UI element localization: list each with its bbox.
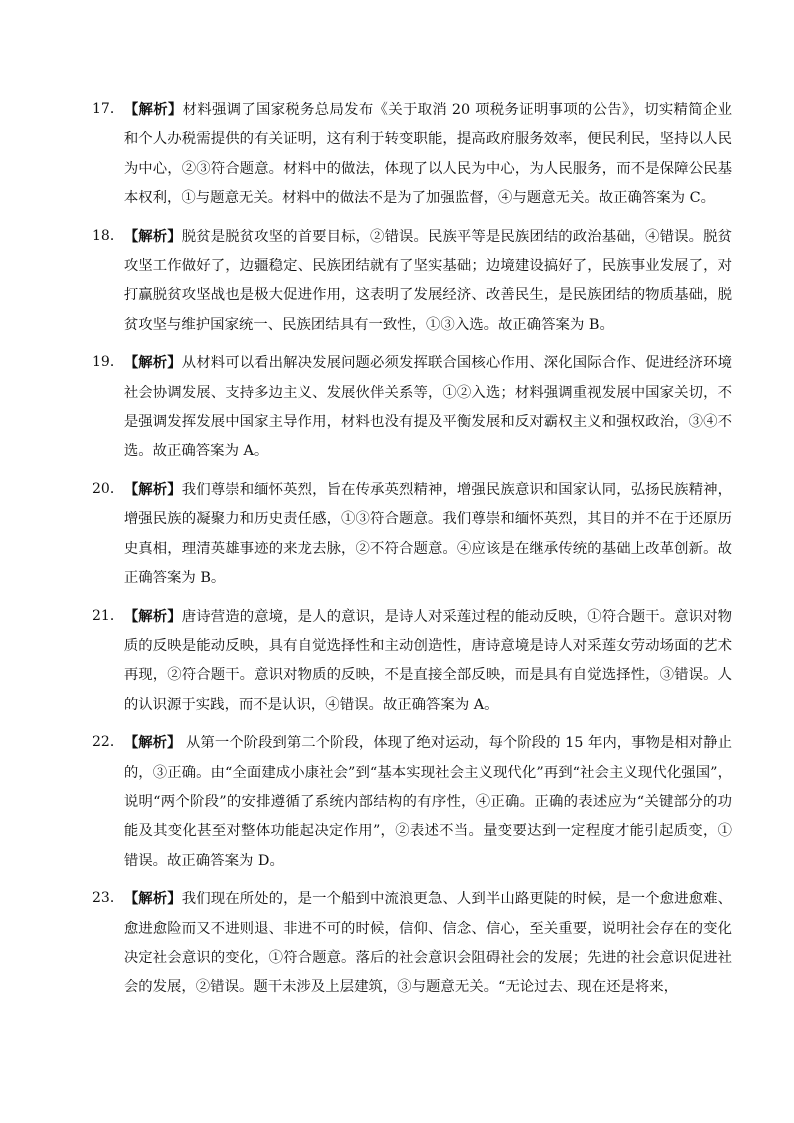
item-number: 20． xyxy=(92,480,124,497)
analysis-text: 脱贫是脱贫攻坚的首要目标，②错误。民族平等是民族团结的政治基础，④错误。脱贫攻坚工作做好了，边疆稳定、民族团结就有了坚实基础；边境建设搞好了，民族事业发展了，对打赢脱贫攻坚战也是极大促进作用，这表明了发展经济、改善民生，是民族团结的物质基础，脱贫攻坚与维护国家统一、民族团结具有一致性，①③入选。故正确答案为 B。 xyxy=(123,228,732,333)
answer-analysis-list xyxy=(92,95,732,1011)
item-content xyxy=(124,475,732,594)
analysis-text: 唐诗营造的意境，是人的意识，是诗人对采莲过程的能动反映，①符合题干。意识对物质的反映是能动反映，具有自觉选择性和主动创造性，唐诗意境是诗人对采莲女劳动场面的艺术再现，②符合题干。意识对物质的反映，不是直接全部反映，而是具有自觉选择性，③错误。人的认识源于实践，而不是认识，④错误。故正确答案为 A。 xyxy=(123,608,732,713)
item-number: 23． xyxy=(92,890,124,907)
analysis-text: 从第一个阶段到第二个阶段，体现了绝对运动，每个阶段的 15 年内，事物是相对静止的，③正确。由“全面建成小康社会”到“基本实现社会主义现代化”再到“社会主义现代化强国”，说明“两个阶段”的安排遵循了系统内部结构的有序性，④正确。正确的表述应为“关键部分的功能及其变化甚至对整体功能起决定作用”，②表述不当。量变要达到一定程度才能引起质变，①错误。故正确答案为 D。 xyxy=(123,735,732,869)
item-number: 21． xyxy=(92,607,124,624)
item-content xyxy=(124,348,732,467)
analysis-item-18 xyxy=(92,222,732,341)
analysis-tag: 【解析】 xyxy=(123,607,182,625)
analysis-item-20 xyxy=(92,475,732,594)
item-content xyxy=(124,222,732,341)
item-number: 18． xyxy=(92,227,124,244)
analysis-text: 材料强调了国家税务总局发布《关于取消 20 项税务证明事项的公告》，切实精简企业和个人办税需提供的有关证明，这有利于转变职能，提高政府服务效率，便民利民，坚持以人民为中心，②③符合题意。材料中的做法，体现了以人民为中心，为人民服务，而不是保障公民基本权利，①与题意无关。材料中的做法不是为了加强监督，④与题意无关。故正确答案为 C。 xyxy=(123,102,732,207)
analysis-tag: 【解析】 xyxy=(123,734,182,752)
analysis-text: 我们现在所处的，是一个船到中流浪更急、人到半山路更陡的时候，是一个愈进愈难、愈进愈险而又不进则退、非进不可的时候，信仰、信念、信心，至关重要，说明社会存在的变化决定社会意识的变化，①符合题意。落后的社会意识会阻碍社会的发展；先进的社会意识促进社会的发展，②错误。题干未涉及上层建筑，③与题意无关。“无论过去、现在还是将来， xyxy=(123,891,732,996)
analysis-item-19 xyxy=(92,348,732,467)
analysis-item-22 xyxy=(92,728,732,876)
item-content xyxy=(124,728,732,876)
analysis-tag: 【解析】 xyxy=(123,480,182,498)
analysis-item-17 xyxy=(92,95,732,214)
analysis-text: 我们尊崇和缅怀英烈，旨在传承英烈精神，增强民族意识和国家认同，弘扬民族精神，增强民族的凝聚力和历史责任感，①③符合题意。我们尊崇和缅怀英烈，其目的并不在于还原历史真相，理清英雄事迹的来龙去脉，②不符合题意。④应该是在继承传统的基础上改革创新。故正确答案为 B。 xyxy=(123,481,732,587)
analysis-tag: 【解析】 xyxy=(123,101,183,118)
analysis-tag: 【解析】 xyxy=(123,354,182,372)
analysis-tag: 【解析】 xyxy=(123,890,182,908)
item-number: 22． xyxy=(92,734,124,751)
item-number: 19． xyxy=(92,354,124,371)
item-content xyxy=(124,95,732,214)
item-content xyxy=(124,602,732,721)
analysis-item-21 xyxy=(92,602,732,721)
analysis-tag: 【解析】 xyxy=(123,227,182,245)
item-content xyxy=(124,884,732,1003)
item-number: 17． xyxy=(92,101,124,117)
analysis-text: 从材料可以看出解决发展问题必须发挥联合国核心作用、深化国际合作、促进经济环境社会协调发展、支持多边主义、发展伙伴关系等，①②入选；材料强调重视发展中国家关切，不是强调发挥发展中国家主导作用，材料也没有提及平衡发展和反对霸权主义和强权政治，③④不选。故正确答案为 A。 xyxy=(123,355,732,460)
analysis-item-23 xyxy=(92,884,732,1003)
